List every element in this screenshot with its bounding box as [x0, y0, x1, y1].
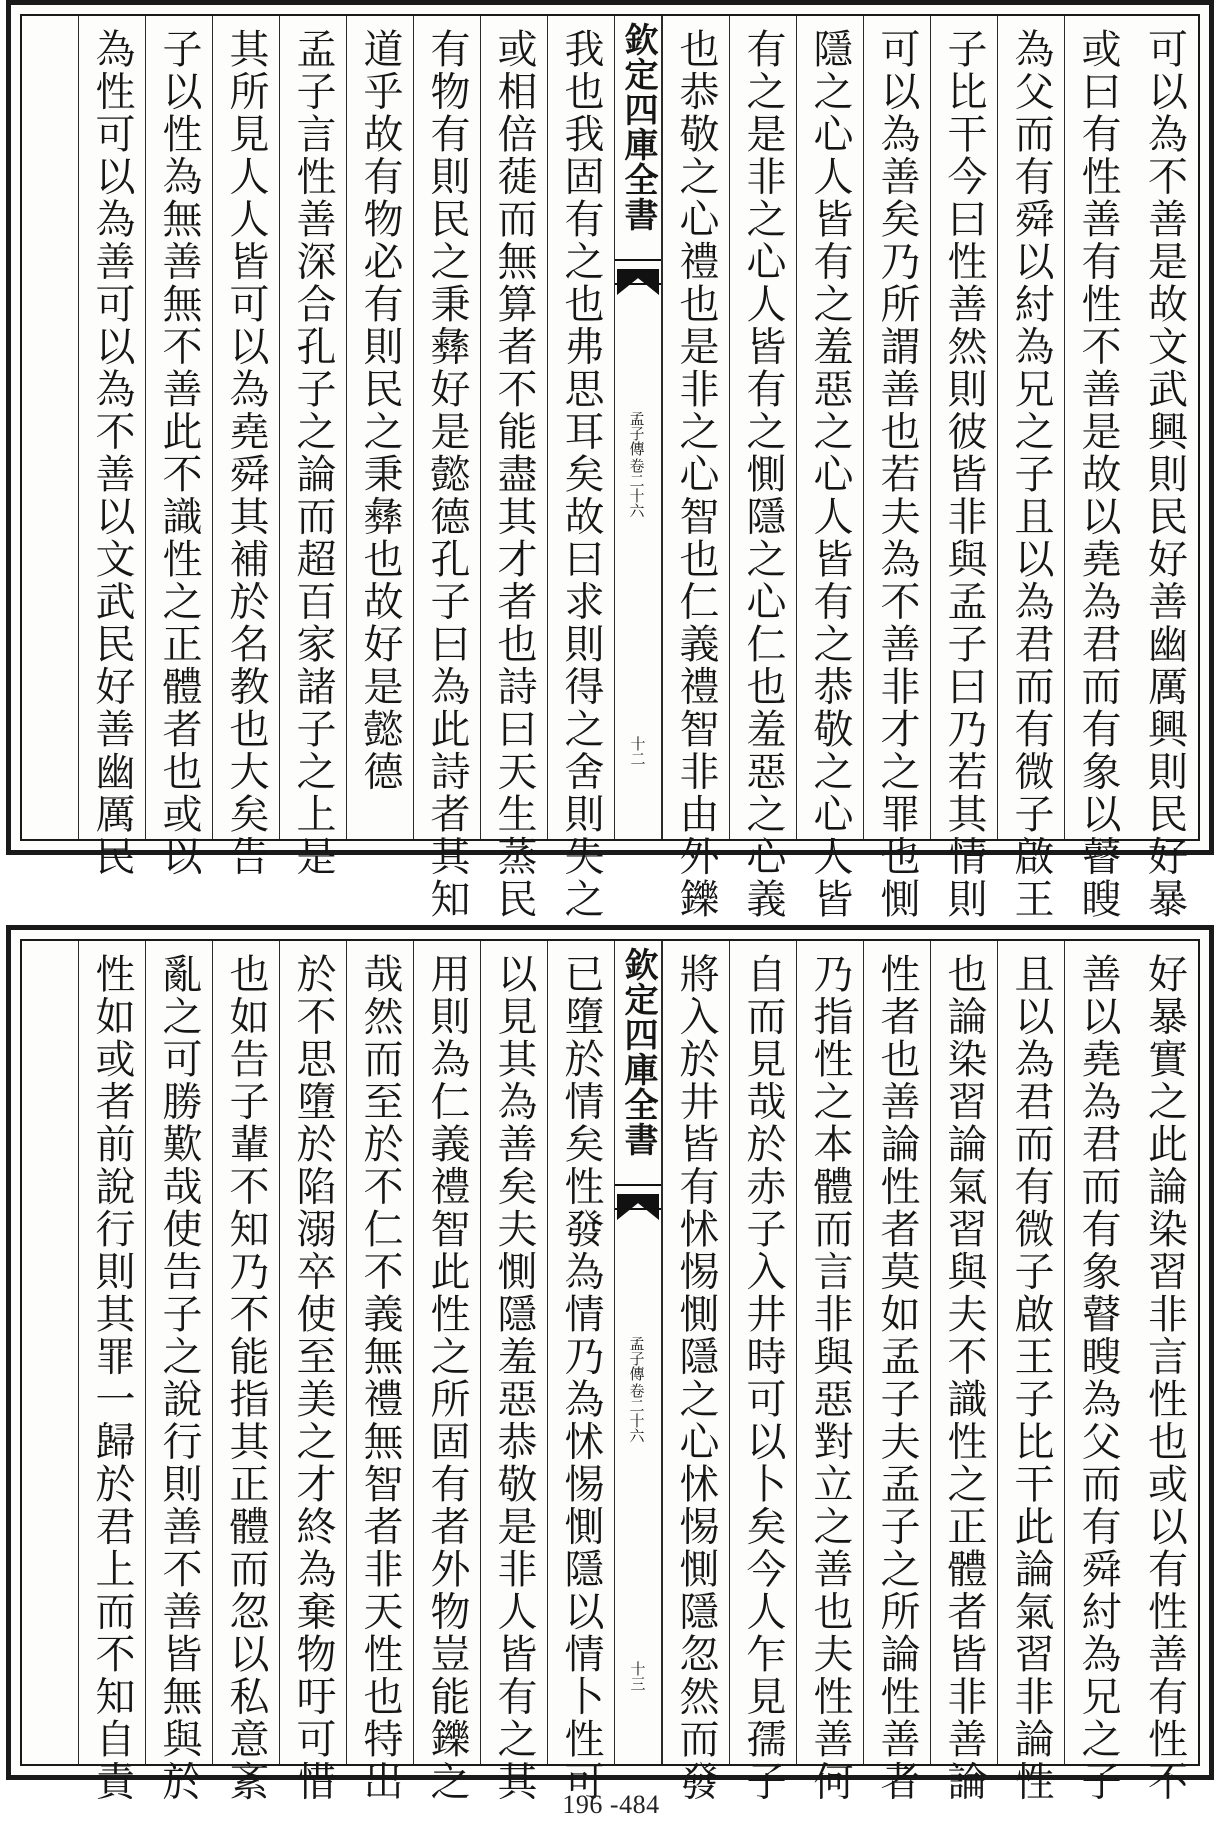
- column-text: 乃指性之本體而言非與惡對立之善也夫性善何: [807, 953, 853, 1803]
- lower-column-l2: [480, 941, 547, 1803]
- center-fold-folio: 十三: [628, 1661, 647, 1691]
- column-text: 為父而有舜以紂為兄之子且以為君而有微子啟王: [1008, 28, 1054, 921]
- upper-column-l1: [547, 16, 614, 921]
- column-text: 或相倍蓰而無算者不能盡其才者也詩曰天生蒸民: [491, 28, 537, 921]
- upper-column-l7: [145, 16, 212, 878]
- center-fold-book-info: [626, 411, 646, 518]
- lower-column-l4: [346, 941, 413, 1803]
- column-text: 其所見人人皆可以為堯舜其補於名教也大矣告: [223, 28, 269, 878]
- page-number-footer: 196 -484: [562, 1790, 660, 1819]
- upper-column-l2: [480, 16, 547, 921]
- lower-page-frame: [20, 939, 1200, 1803]
- column-text: 用則為仁義禮智此性之所固有者外物豈能鑠之: [424, 953, 470, 1803]
- column-text: 也恭敬之心禮也是非之心智也仁義禮智非由外鑠: [673, 28, 719, 921]
- center-fold-title: 欽定四庫全書: [618, 947, 658, 1157]
- upper-column-l5: [279, 16, 346, 878]
- column-text: 哉然而至於不仁不義無禮無智者非天性也特出: [357, 953, 403, 1803]
- column-text: 自而見哉於赤子入井時可以卜矣今人乍見孺子: [740, 953, 786, 1803]
- lower-column-r1: [1131, 941, 1198, 1803]
- column-text: 以見其為善矣夫惻隱羞惡恭敬是非人皆有之其: [491, 953, 537, 1803]
- upper-column-r3: [997, 16, 1064, 921]
- upper-column-r1: [1131, 16, 1198, 921]
- lower-column-r5: [863, 941, 930, 1803]
- column-text: 亂之可勝歎哉使告子之說行則善不善皆無與於: [156, 953, 202, 1803]
- column-text: 好暴實之此論染習非言性也或以有性善有性不: [1141, 953, 1188, 1803]
- upper-column-r7: [729, 16, 796, 921]
- column-text: 已墮於情矣性發為情乃為怵惕惻隱以情卜性可: [558, 953, 604, 1803]
- lower-column-r6: [796, 941, 863, 1803]
- center-fold-folio: 十二: [628, 736, 647, 766]
- column-text: 隱之心人皆有之羞惡之心人皆有之恭敬之心人皆: [807, 28, 853, 921]
- center-fold-book-info: [626, 1336, 646, 1443]
- lower-column-l3: [413, 941, 480, 1803]
- lower-column-l5: [279, 941, 346, 1803]
- upper-column-l4: [346, 16, 413, 839]
- lower-column-r3: [997, 941, 1064, 1803]
- upper-page: [6, 0, 1214, 921]
- lower-column-l6: [212, 941, 279, 1803]
- column-text: 可以為善矣乃所謂善也若夫為不善非才之罪也惻: [874, 28, 920, 921]
- center-fold-volume: 卷二十六: [627, 1383, 646, 1443]
- lower-column-l8: [78, 941, 145, 1803]
- column-text: 或曰有性善有性不善是故以堯為君而有象以瞽瞍: [1075, 28, 1121, 921]
- column-text: 有物有則民之秉彝好是懿德孔子曰為此詩者其知: [424, 28, 470, 921]
- center-fold-title: 欽定四庫全書: [618, 22, 658, 232]
- center-fold-volume: 卷二十六: [627, 458, 646, 518]
- column-text: 性者也善論性者莫如孟子夫孟子之所論性善者: [874, 953, 920, 1803]
- center-fold-book-title: 孟子傳: [627, 411, 646, 456]
- upper-column-l3: [413, 16, 480, 921]
- upper-column-l8: [78, 16, 145, 878]
- upper-page-frame: [20, 14, 1200, 921]
- lower-column-l7: [145, 941, 212, 1803]
- lower-column-r8: [662, 941, 729, 1803]
- column-text: 將入於井皆有怵惕惻隱之心怵惕惻隱忽然而發: [673, 953, 719, 1803]
- upper-column-r2: [1064, 16, 1131, 921]
- lower-column-l1: [547, 941, 614, 1803]
- lower-column-r4: [930, 941, 997, 1803]
- column-text: 可以為不善是故文武興則民好善幽厲興則民好暴: [1141, 28, 1188, 921]
- upper-center-fold: [614, 16, 662, 839]
- upper-column-r4: [930, 16, 997, 921]
- column-text: 孟子言性善深合孔子之論而超百家諸子之上是: [290, 28, 336, 878]
- column-text: 也如告子輩不知乃不能指其正體而忽以私意紊: [223, 953, 269, 1803]
- center-fold-book-title: 孟子傳: [627, 1336, 646, 1381]
- column-text: 有之是非之心人皆有之惻隱之心仁也羞惡之心義: [740, 28, 786, 921]
- lower-center-fold: [614, 941, 662, 1764]
- upper-column-l6: [212, 16, 279, 878]
- lower-page: [6, 925, 1214, 1803]
- column-text: 善以堯為君而有象瞽瞍為父而有舜紂為兄之子: [1075, 953, 1121, 1803]
- column-text: 也論染習論氣習與夫不識性之正體者皆非善論: [941, 953, 987, 1803]
- column-text: 子以性為無善無不善此不識性之正體者也或以: [156, 28, 202, 878]
- column-text: 為性可以為善可以為不善以文武民好善幽厲民: [89, 28, 135, 878]
- column-text: 道乎故有物必有則民之秉彝也故好是懿德: [357, 28, 403, 793]
- column-text: 我也我固有之也弗思耳矣故曰求則得之舍則失之: [558, 28, 604, 921]
- lower-column-r7: [729, 941, 796, 1803]
- upper-column-r5: [863, 16, 930, 921]
- lower-column-r2: [1064, 941, 1131, 1803]
- column-text: 於不思墮於陷溺卒使至美之才終為棄物吁可惜: [290, 953, 336, 1803]
- upper-column-r6: [796, 16, 863, 921]
- upper-column-r8: [662, 16, 729, 921]
- column-text: 且以為君而有微子啟王子比干此論氣習非論性: [1008, 953, 1054, 1803]
- column-text: 子比干今曰性善然則彼皆非與孟子曰乃若其情則: [941, 28, 987, 921]
- column-text: 性如或者前說行則其罪一歸於君上而不知自責: [89, 953, 135, 1803]
